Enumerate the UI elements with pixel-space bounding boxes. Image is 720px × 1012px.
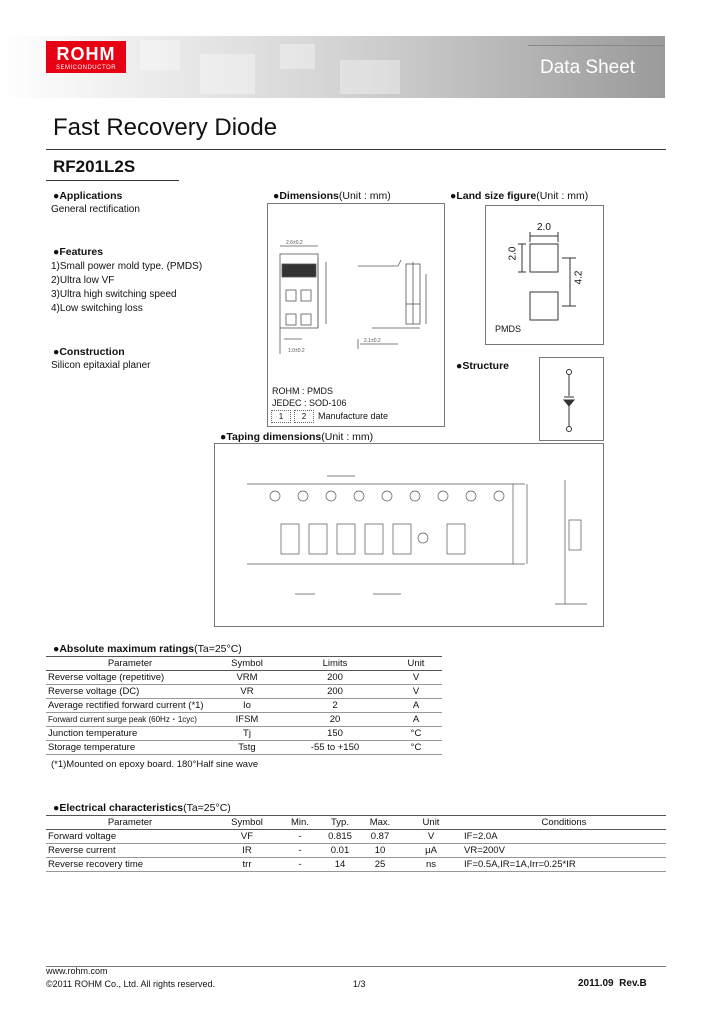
- cell-symbol: VR: [214, 685, 280, 699]
- cell-symbol: trr: [214, 858, 280, 872]
- cell-unit: °C: [390, 727, 442, 741]
- cell-conditions: VR=200V: [462, 844, 666, 858]
- cell-unit: μA: [400, 844, 462, 858]
- col-header: Symbol: [214, 657, 280, 671]
- logo-name: ROHM: [56, 44, 116, 64]
- page-title: Fast Recovery Diode: [53, 114, 278, 141]
- taping-box: [214, 443, 604, 627]
- part-number: RF201L2S: [53, 157, 136, 176]
- cell-min: -: [280, 830, 320, 844]
- taping-drawing: [215, 444, 603, 626]
- doc-type: Data Sheet: [540, 57, 636, 78]
- cell-parameter: Junction temperature: [46, 727, 214, 741]
- cell-parameter: Forward voltage: [46, 830, 214, 844]
- package-rohm: ROHM : PMDS: [272, 386, 334, 396]
- part-rule: [46, 180, 179, 181]
- col-header: Conditions: [462, 816, 666, 830]
- construction-text: Silicon epitaxial planer: [51, 360, 151, 371]
- table-header-row: [46, 657, 442, 671]
- cell-typ: 14: [320, 858, 360, 872]
- col-header: Limits: [280, 657, 390, 671]
- cell-symbol: IR: [214, 844, 280, 858]
- footer-date: 2011.09 Rev.B: [578, 978, 647, 989]
- cell-min: -: [280, 858, 320, 872]
- elec-heading: ●Electrical characteristics(Ta=25°C): [53, 802, 231, 814]
- cell-unit: °C: [390, 741, 442, 755]
- col-header: Min.: [280, 816, 320, 830]
- land-pitch: 4.2: [573, 270, 585, 285]
- cell-conditions: IF=2.0A: [462, 830, 666, 844]
- abs-max-table: [46, 656, 442, 755]
- cell-parameter: Reverse voltage (DC): [46, 685, 214, 699]
- col-header: Unit: [390, 657, 442, 671]
- cell-symbol: VRM: [214, 671, 280, 685]
- cell-max: 25: [360, 858, 400, 872]
- feature-item: 1)Small power mold type. (PMDS): [51, 261, 203, 272]
- footer-copyright: ©2011 ROHM Co., Ltd. All rights reserved.: [46, 979, 216, 989]
- mark-2: 2: [294, 410, 314, 423]
- cell-symbol: Tstg: [214, 741, 280, 755]
- cell-symbol: Tj: [214, 727, 280, 741]
- abs-max-note: (*1)Mounted on epoxy board. 180°Half sine wave: [51, 759, 259, 770]
- cell-min: -: [280, 844, 320, 858]
- svg-text:2.6±0.2: 2.6±0.2: [286, 240, 303, 246]
- cell-unit: A: [390, 699, 442, 713]
- cell-max: 0.87: [360, 830, 400, 844]
- page-number: 1/3: [353, 979, 366, 989]
- col-header: Parameter: [46, 657, 214, 671]
- table-row: [46, 727, 442, 741]
- col-header: Typ.: [320, 816, 360, 830]
- table-row: [46, 830, 666, 844]
- applications-text: General rectification: [51, 204, 140, 215]
- feature-item: 4)Low switching loss: [51, 303, 143, 314]
- package-jedec: JEDEC : SOD-106: [272, 398, 347, 408]
- col-header: Unit: [400, 816, 462, 830]
- table-row: [46, 844, 666, 858]
- svg-text:2.1±0.2: 2.1±0.2: [364, 338, 381, 344]
- dimensions-box: [267, 203, 445, 427]
- cell-parameter: Forward current surge peak (60Hz・1cyc): [46, 713, 214, 727]
- svg-text:1.0±0.2: 1.0±0.2: [288, 348, 305, 354]
- cell-parameter: Average rectified forward current (*1): [46, 699, 214, 713]
- cell-symbol: IFSM: [214, 713, 280, 727]
- footer-rule: [46, 966, 666, 967]
- cell-unit: ns: [400, 858, 462, 872]
- mark-1: 1: [271, 410, 291, 423]
- cell-unit: V: [390, 685, 442, 699]
- table-row: [46, 741, 442, 755]
- land-size-box: [485, 205, 604, 345]
- cell-symbol: VF: [214, 830, 280, 844]
- cell-parameter: Reverse recovery time: [46, 858, 214, 872]
- table-header-row: [46, 816, 666, 830]
- col-header: Symbol: [214, 816, 280, 830]
- features-heading: ●Features: [53, 246, 104, 258]
- dimensions-heading: ●Dimensions(Unit : mm): [273, 190, 391, 202]
- applications-heading: ●Applications: [53, 190, 123, 202]
- cell-limit: 2: [280, 699, 390, 713]
- cell-limit: 20: [280, 713, 390, 727]
- structure-box: [539, 357, 604, 441]
- cell-max: 10: [360, 844, 400, 858]
- header-decoration: [140, 40, 440, 94]
- cell-symbol: Io: [214, 699, 280, 713]
- cell-unit: V: [400, 830, 462, 844]
- land-width: 2.0: [537, 222, 551, 233]
- col-header: Parameter: [46, 816, 214, 830]
- col-header: Max.: [360, 816, 400, 830]
- table-row: [46, 858, 666, 872]
- mark-label: Manufacture date: [318, 411, 389, 421]
- table-row: [46, 699, 442, 713]
- land-package: PMDS: [495, 324, 522, 334]
- elec-table: [46, 815, 666, 872]
- header-rule: [528, 45, 665, 46]
- land-size-heading: ●Land size figure(Unit : mm): [450, 190, 589, 202]
- footer-url[interactable]: www.rohm.com: [46, 966, 108, 976]
- cell-unit: A: [390, 713, 442, 727]
- cell-typ: 0.815: [320, 830, 360, 844]
- abs-max-heading: ●Absolute maximum ratings(Ta=25°C): [53, 643, 242, 655]
- table-row: [46, 713, 442, 727]
- cell-limit: -55 to +150: [280, 741, 390, 755]
- structure-heading: ●Structure: [456, 360, 510, 372]
- cell-parameter: Reverse voltage (repetitive): [46, 671, 214, 685]
- cell-conditions: IF=0.5A,IR=1A,Irr=0.25*IR: [462, 858, 666, 872]
- package-info: [272, 385, 347, 409]
- cell-parameter: Reverse current: [46, 844, 214, 858]
- cell-typ: 0.01: [320, 844, 360, 858]
- table-row: [46, 671, 442, 685]
- cell-unit: V: [390, 671, 442, 685]
- table-row: [46, 685, 442, 699]
- cell-limit: 200: [280, 671, 390, 685]
- rohm-logo: [46, 41, 126, 73]
- feature-item: 2)Ultra low VF: [51, 275, 115, 286]
- taping-heading: ●Taping dimensions(Unit : mm): [220, 431, 374, 443]
- land-height: 2.0: [507, 246, 519, 261]
- construction-heading: ●Construction: [53, 346, 125, 358]
- cell-parameter: Storage temperature: [46, 741, 214, 755]
- title-rule: [46, 149, 666, 150]
- cell-limit: 200: [280, 685, 390, 699]
- feature-item: 3)Ultra high switching speed: [51, 289, 177, 300]
- features-list: [51, 260, 202, 316]
- diode-symbol: [540, 358, 603, 440]
- logo-sub: SEMICONDUCTOR: [55, 65, 117, 71]
- cell-limit: 150: [280, 727, 390, 741]
